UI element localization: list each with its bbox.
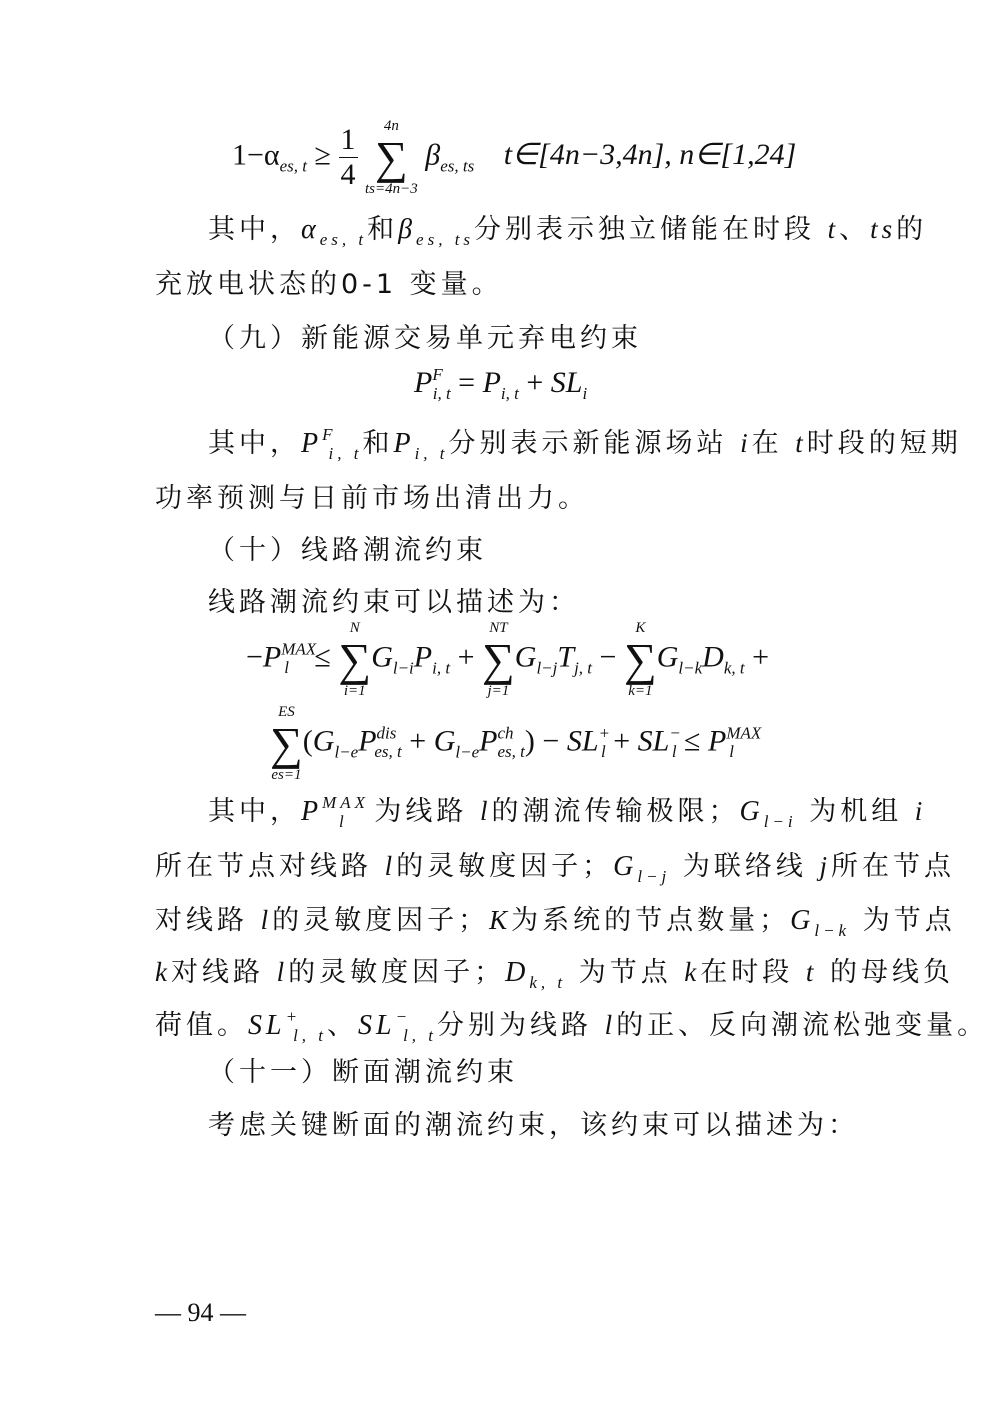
sum-symbol: K ∑ k=1	[623, 620, 657, 699]
equation-storage-state: $1-\alpha_{es, t}$ ≥ $\frac{1}{4}$ 4n ∑ ts=4n−3 $\beta_{es, ts}$ t∈[4n−3,4n], n∈[1,24]	[232, 118, 797, 197]
paragraph-line-flow-note-line4: k对线路 l的灵敏度因子；$D_{k, t}$ 为节点 k在时段 t 的母线负	[155, 957, 954, 992]
paragraph-curtailment-note-line1: 其中，$P^F_{i, t}$和$P_{i, t}$分别表示新能源场站 i在 t时段的短期	[208, 425, 962, 463]
paragraph-line-flow-intro: 线路潮流约束可以描述为：	[208, 587, 580, 618]
paragraph-storage-note-line1: 其中，$\alpha_{es, t}$和$\beta_{es, ts}$分别表示独立储能在时段 t、ts的	[208, 214, 928, 249]
sum-symbol: N ∑ i=1	[338, 620, 372, 699]
section-heading-9: （九）新能源交易单元弃电约束	[208, 323, 642, 354]
paragraph-storage-note-line2: 充放电状态的0-1 变量。	[155, 269, 503, 300]
page-number: — 94 —	[155, 1298, 246, 1327]
sum-symbol: ES ∑ es=1	[270, 704, 303, 783]
paragraph-line-flow-note-line2: 所在节点对线路 l的灵敏度因子；$G_{l-j}$ 为联络线 j所在节点	[155, 851, 955, 886]
paragraph-line-flow-note-line1: 其中，$P^{MAX}_l$ 为线路 l的潮流传输极限；$G_{l-i}$ 为机组 i	[208, 793, 927, 831]
equation-line-flow-part1: $-P^{MAX}_l$ ≤ N ∑ i=1 $G_{l-i}P_{i, t}$ + NT ∑ j=1 $G_{l-j}T_{j, t}$ − K ∑ k=1 $G_{l-k}D_{k, t}$ +	[246, 620, 770, 699]
equation-line-flow-part2: ES ∑ es=1 $(G_{l-e}P^{dis}_{es, t} + G_{l-e}P^{ch}_{es, t}) - SL^+_l + SL^-_l \le P^{MAX}_l$	[270, 704, 762, 783]
sum-symbol: NT ∑ j=1	[481, 620, 515, 699]
section-heading-11: （十一）断面潮流约束	[208, 1057, 518, 1088]
equation-curtailment: $P^F_{i, t} = P_{i, t} + SL_i$	[414, 365, 588, 403]
sum-symbol: 4n ∑ ts=4n−3	[365, 118, 418, 197]
paragraph-line-flow-note-line5: 荷值。$SL^+_{l, t}$、$SL^-_{l, t}$分别为线路 l的正、反向潮流松弛变量。	[155, 1007, 989, 1045]
paragraph-line-flow-note-line3: 对线路 l的灵敏度因子；K为系统的节点数量；$G_{l-k}$ 为节点	[155, 905, 956, 940]
fraction-one-quarter: $\frac{1}{4}$	[340, 122, 356, 191]
section-heading-10: （十）线路潮流约束	[208, 535, 487, 566]
paragraph-section-flow-intro: 考虑关键断面的潮流约束，该约束可以描述为：	[208, 1110, 859, 1141]
paragraph-curtailment-note-line2: 功率预测与日前市场出清出力。	[155, 483, 589, 514]
